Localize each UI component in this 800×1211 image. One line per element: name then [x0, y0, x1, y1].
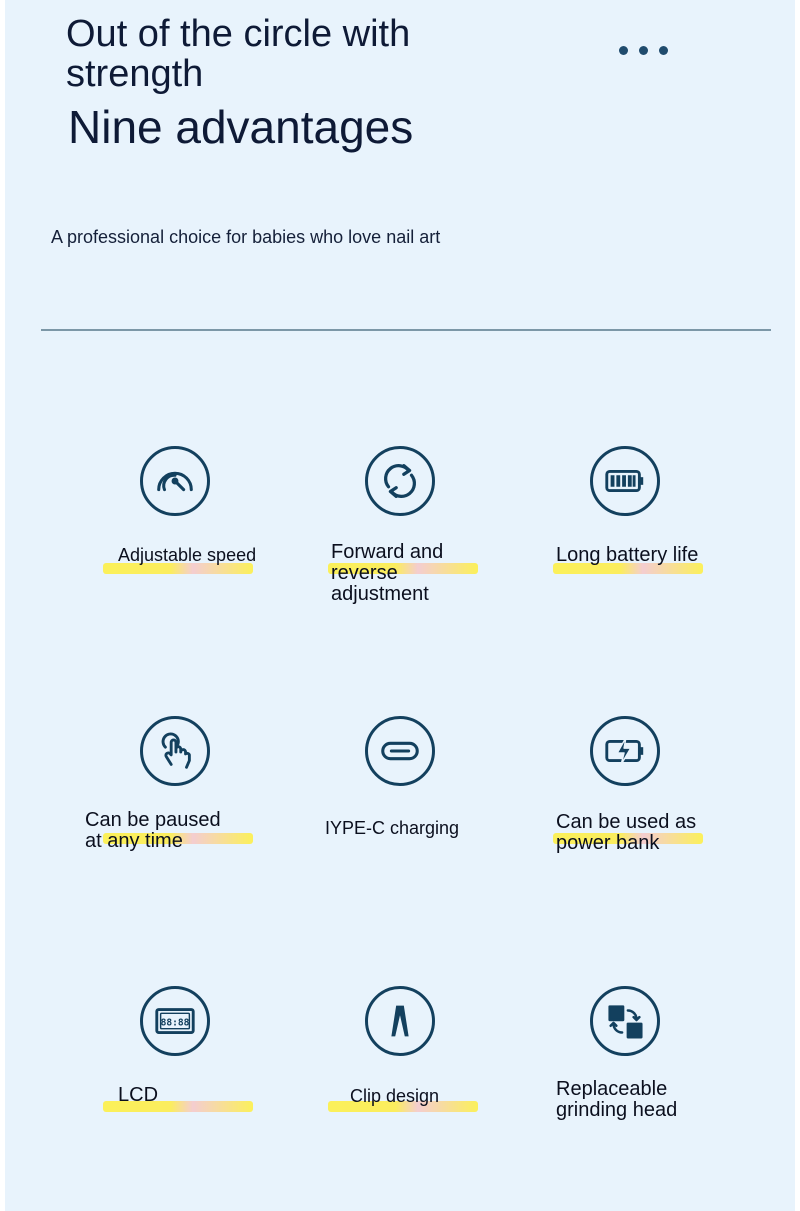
feature-label: Can be paused at any time	[85, 809, 221, 852]
feature-adjustable-speed	[103, 446, 328, 646]
sub-headline: Nine advantages	[68, 101, 414, 153]
clip-icon	[365, 986, 435, 1056]
more-dots-icon[interactable]	[619, 46, 668, 55]
advantages-page	[5, 0, 795, 1211]
dot	[619, 46, 628, 55]
divider	[41, 329, 771, 331]
feature-label: Replaceable grinding head	[556, 1078, 678, 1121]
feature-lcd	[103, 986, 328, 1186]
feature-label: Forward and reverse adjustment	[331, 541, 444, 605]
feature-label: Long battery life	[556, 544, 699, 566]
speedometer-icon	[140, 446, 210, 516]
feature-replaceable-head	[553, 986, 778, 1186]
feature-label: Clip design	[350, 1086, 440, 1106]
lcd-display-icon	[140, 986, 210, 1056]
feature-power-bank	[553, 716, 778, 916]
lcd-digits: 88:88	[160, 1017, 190, 1029]
feature-type-c-charging	[325, 716, 553, 916]
rotate-arrows-icon	[365, 446, 435, 516]
battery-charging-icon	[590, 716, 660, 786]
feature-long-battery-life	[553, 446, 778, 646]
feature-forward-reverse	[328, 446, 553, 646]
feature-clip-design	[328, 986, 553, 1186]
battery-icon	[590, 446, 660, 516]
dot	[659, 46, 668, 55]
touch-hand-icon	[140, 716, 210, 786]
headline: Out of the circle with strength	[66, 13, 411, 95]
dot	[639, 46, 648, 55]
swap-squares-icon	[590, 986, 660, 1056]
tagline: A professional choice for babies who love nail art	[51, 227, 441, 247]
feature-pause-anytime	[85, 716, 328, 916]
feature-label: Adjustable speed	[118, 545, 257, 565]
feature-label: Can be used as power bank	[556, 811, 697, 854]
usb-c-port-icon	[365, 716, 435, 786]
feature-label: LCD	[118, 1084, 159, 1106]
feature-label: IYPE-C charging	[325, 818, 460, 838]
